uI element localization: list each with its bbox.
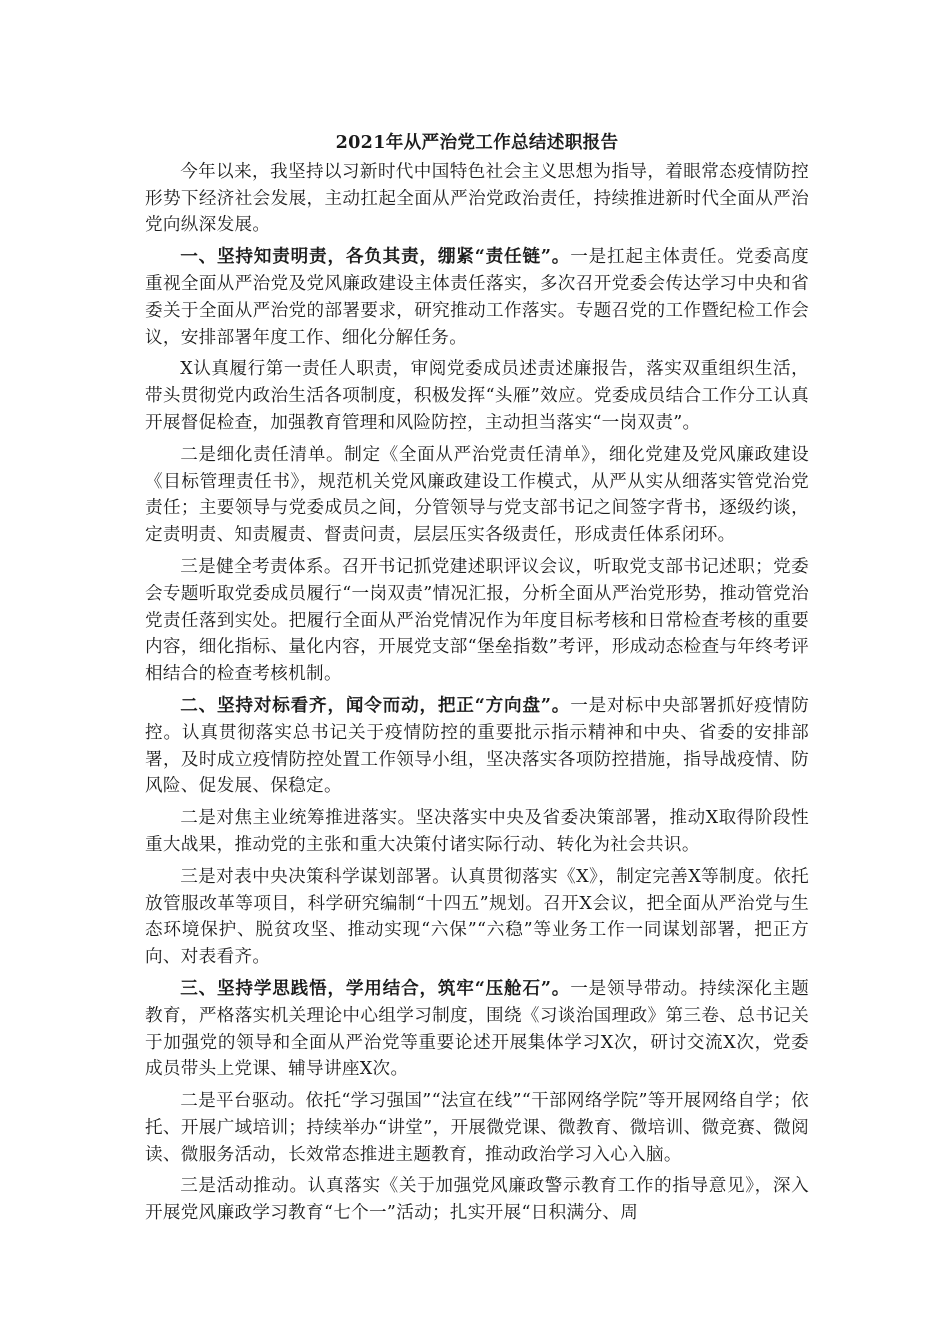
- paragraph: [145, 442, 809, 549]
- document-body: [145, 130, 809, 1232]
- paragraph-text: 三是活动推动。认真落实《关于加强党风廉政警示教育工作的指导意见》，深入开展党风廉政学习教育“七个一”活动；扎实开展“日积满分、周: [145, 1176, 809, 1224]
- paragraph-text: 一是扛起主体责任。党委高度重视全面从严治党及党风廉政建设主体责任落实，多次召开党委会传达学习中央和省委关于全面从严治党的部署要求，研究推动工作落实。专题召党的工作暨纪检工作会议，安排部署年度工作、细化分解任务。: [145, 247, 810, 348]
- paragraph-text: X认真履行第一责任人职责，审阅党委成员述责述廉报告，落实双重组织生活，带头贯彻党内政治生活各项制度，积极发挥“头雁”效应。党委成员结合工作分工认真开展督促检查，加强教育管理和风险防控，主动担当落实“一岗双责”。: [145, 359, 809, 433]
- paragraph: [145, 356, 809, 436]
- paragraph-text: 三是健全考责体系。召开书记抓党建述职评议会议，听取党支部书记述职；党委会专题听取党委成员履行“一岗双责”情况汇报，分析全面从严治党形势，推动管党治党责任落到实处。把履行全面从严治党情况作为年度目标考核和日常检查考核的重要内容，细化指标、量化内容，开展党支部“堡垒指数”考评，形成动态检查与年终考评相结合的检查考核机制。: [145, 556, 809, 685]
- paragraph-text: 一是对标中央部署抓好疫情防控。认真贯彻落实总书记关于疫情防控的重要批示指示精神和中央、省委的安排部署，及时成立疫情防控处置工作领导小组，坚决落实各项防控措施，指导战疫情、防风险、促发展、保稳定。: [145, 695, 810, 797]
- section-heading: 一、坚持知责明责，各负其责，绷紧“责任链”。: [180, 246, 571, 268]
- paragraph-text: 二是平台驱动。依托“学习强国”“法宣在线”“干部网络学院”等开展网络自学；依托、开展广域培训；持续举办“讲堂”，开展微党课、微教育、微培训、微竞赛、微阅读、微服务活动，长效常态推进主题教育，推动政治学习入心入脑。: [145, 1091, 809, 1165]
- paragraph: [145, 1173, 809, 1227]
- paragraph-text: 一是领导带动。持续深化主题教育，严格落实机关理论中心组学习制度，围绕《习谈治国理政》第三卷、总书记关于加强党的领导和全面从严治党等重要论述开展集体学习X次，研讨交流X次，党委成员带头上党课、辅导讲座X次。: [145, 978, 810, 1080]
- section-heading: 三、坚持学思践悟，学用结合，筑牢“压舱石”。: [180, 977, 571, 999]
- paragraph: [145, 864, 809, 971]
- paragraph: [145, 244, 809, 351]
- paragraph: [145, 805, 809, 859]
- paragraph-text: 三是对表中央决策科学谋划部署。认真贯彻落实《X》，制定完善X等制度。依托放管服改革等项目，科学研究编制“十四五”规划。召开X会议，把全面从严治党与生态环境保护、脱贫攻坚、推动实现“六保”“六稳”等业务工作一同谋划部署，把正方向、对表看齐。: [145, 866, 809, 968]
- paragraph-text: 二是对焦主业统筹推进落实。坚决落实中央及省委决策部署，推动X取得阶段性重大战果，推动党的主张和重大决策付诸实际行动、转化为社会共识。: [145, 808, 809, 855]
- paragraph-text: 二是细化责任清单。制定《全面从严治党责任清单》，细化党建及党风廉政建设《目标管理责任书》，规范机关党风廉政建设工作模式，从严从实从细落实管党治党责任；主要领导与党委成员之间，分管领导与党支部书记之间签字背书，逐级约谈，定责明责、知责履责、督责问责，层层压实各级责任，形成责任体系闭环。: [145, 444, 809, 546]
- paragraph: [145, 554, 809, 688]
- paragraph: [145, 159, 809, 239]
- paragraph: [145, 1088, 809, 1168]
- paragraph-text: 今年以来，我坚持以习新时代中国特色社会主义思想为指导，着眼常态疫情防控形势下经济社会发展，主动扛起全面从严治党政治责任，持续推进新时代全面从严治党向纵深发展。: [145, 161, 809, 236]
- section-heading: 二、坚持对标看齐，闻令而动，把正“方向盘”。: [180, 694, 571, 716]
- paragraph: [145, 693, 809, 800]
- paragraph: [145, 976, 809, 1083]
- document-title: 2021年从严治党工作总结述职报告: [335, 132, 619, 153]
